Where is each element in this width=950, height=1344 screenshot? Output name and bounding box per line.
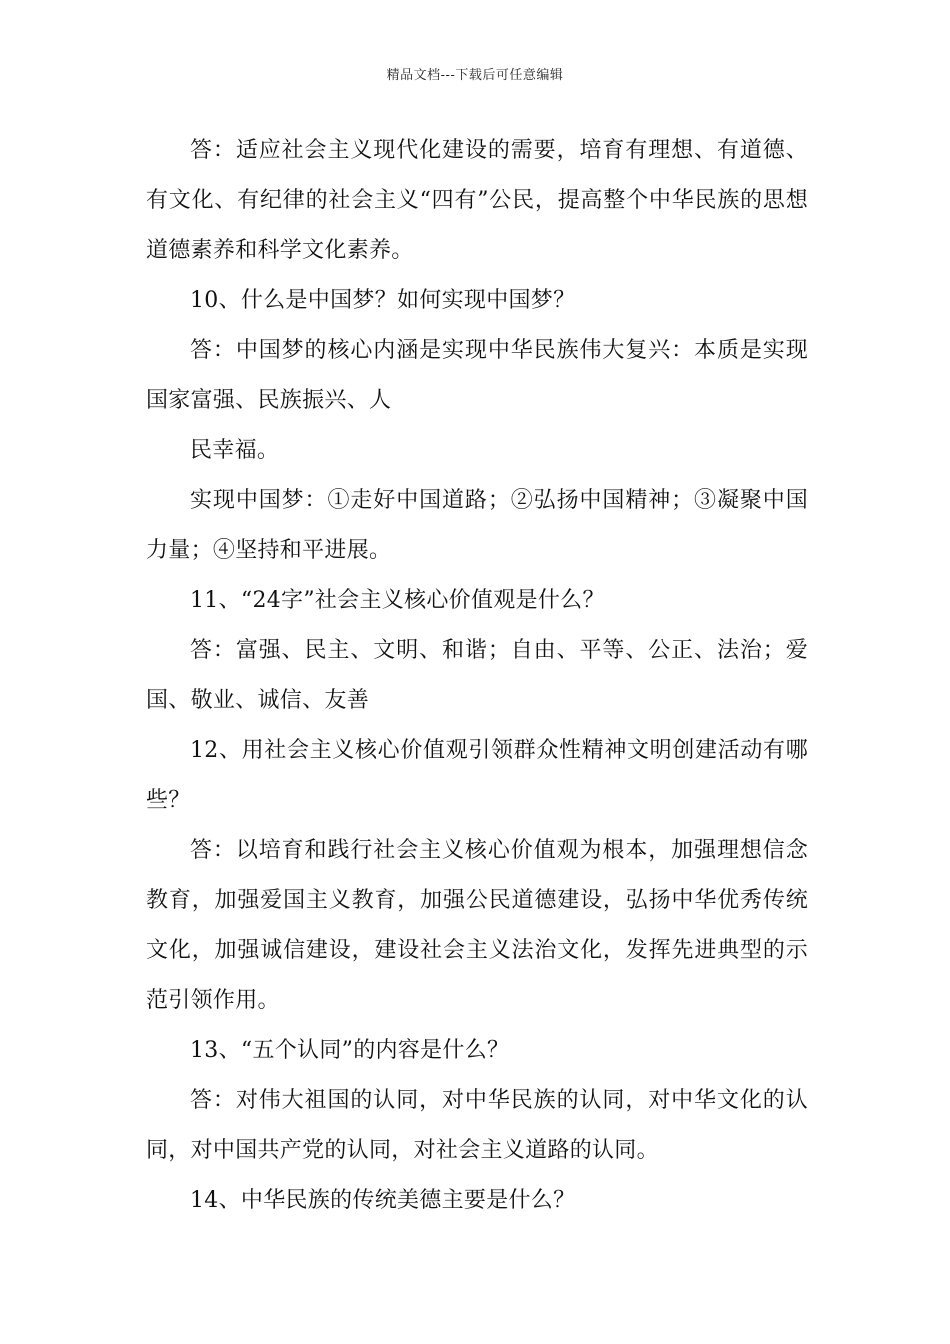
paragraph-answer-10: 答：中国梦的核心内涵是实现中华民族伟大复兴：本质是实现国家富强、民族振兴、人 [146,338,808,413]
paragraph-question-12: 12、用社会主义核心价值观引领群众性精神文明创建活动有哪些？ [146,738,808,813]
paragraph-question-11: 11、“24字”社会主义核心价值观是什么？ [190,588,605,613]
paragraph-answer-11: 答：富强、民主、文明、和谐；自由、平等、公正、法治；爱国、敬业、诚信、友善 [146,638,808,713]
paragraph-question-10: 10、什么是中国梦？如何实现中国梦？ [190,288,576,313]
document-body [146,126,808,1226]
paragraph-answer-9: 答：适应社会主义现代化建设的需要，培育有理想、有道德、有文化、有纪律的社会主义“四有”公民，提高整个中华民族的思想道德素养和科学文化素养。 [146,138,808,263]
page-header: 精品文档---下载后可任意编辑 [386,68,564,83]
paragraph-answer-12: 答：以培育和践行社会主义核心价值观为根本，加强理想信念教育，加强爱国主义教育，加强公民道德建设，弘扬中华优秀传统文化，加强诚信建设，建设社会主义法治文化，发挥先进典型的示范引领作用。 [146,838,808,1013]
paragraph-question-14: 14、中华民族的传统美德主要是什么？ [190,1188,576,1213]
paragraph-answer-10-continued: 民幸福。 [190,438,280,463]
paragraph-answer-10-how: 实现中国梦：①走好中国道路；②弘扬中国精神；③凝聚中国力量；④坚持和平进展。 [146,488,808,563]
paragraph-question-13: 13、“五个认同”的内容是什么？ [190,1038,510,1063]
paragraph-answer-13: 答：对伟大祖国的认同，对中华民族的认同，对中华文化的认同，对中国共产党的认同，对社会主义道路的认同。 [146,1088,808,1163]
